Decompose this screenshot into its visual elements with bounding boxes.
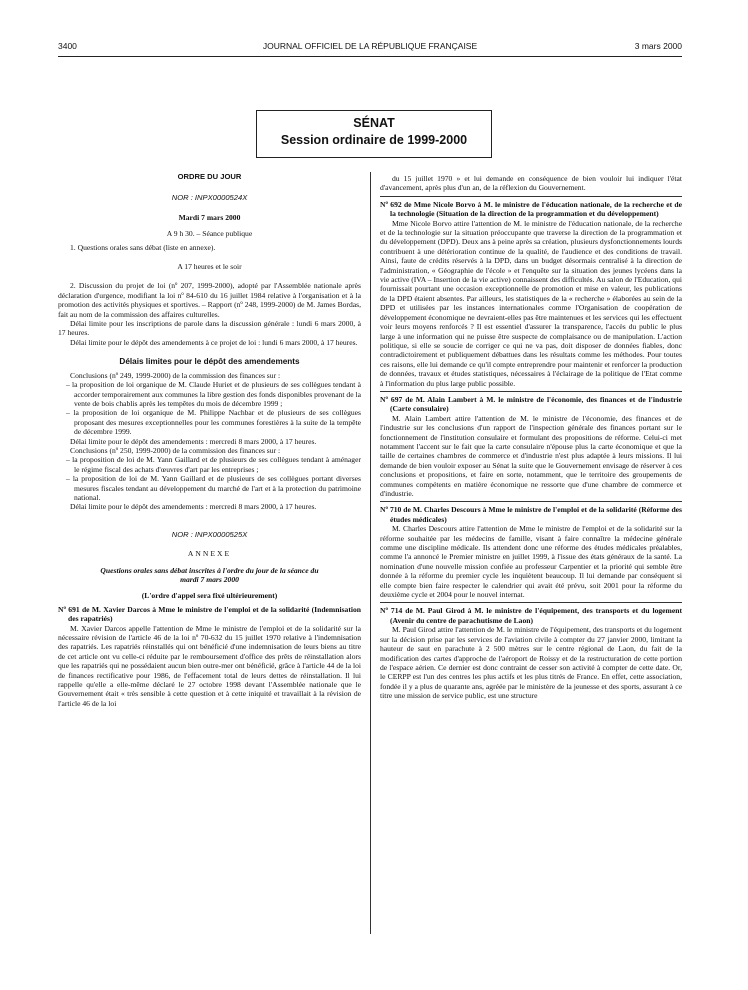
morning-sitting: A 9 h 30. – Séance publique [166,229,253,239]
issue-date: 3 mars 2000 [634,41,682,51]
senat-title-box [256,110,492,158]
proposition-huriet: – la proposition de loi organique de M. Claude Huriet et de plusieurs de ses collègues tendant à accorder temporairement aux communes la libre gestion des fonds disponibles provenant de la vente de bois chablis après les tempêtes du mois de décembre 1999 ; [66,380,361,408]
nor-reference-2: NOR : INPX0000525X [171,529,248,539]
left-column [58,172,361,708]
delais-heading: Délais limites pour le dépôt des amendements [119,357,300,367]
annexe-heading: ANNEXE [187,549,232,559]
question-697-body: M. Alain Lambert attire l'attention de M. le ministre de l'économie, des finances et de l'industrie sur les conclusions d'un rapport de l'inspection générale des finances portant sur le fonctionnement de l'institution consulaire et formulant des propositions de réforme. Celui-ci met notamment l'accent sur le fait que la carte consulaire n'épouse plus la carte économique et que la taille de certaines chambres de commerce et d'industrie n'est plus adaptée à leurs missions. Il lui demande de bien vouloir exposer au Sénat la suite que le Gouvernement envisage de réserver à ces conclusions et propositions, et faire en sorte, notamment, que le territoire des groupements de communes compétents en matière économique ne ressorte que d'une chambre de commerce et d'industrie. [380,413,682,498]
proposition-nachbar: – la proposition de loi organique de M. Philippe Nachbar et de plusieurs de ses collègues proposant des mesures exceptionnelles pour les communes forestières à la suite de la tempête de décembre 1999. [66,408,361,437]
question-691-title: Nº 691 de M. Xavier Darcos à Mme le ministre de l'emploi et de la solidarité (Indemnisation des rapatriés) [58,604,361,624]
question-710-body: M. Charles Descours attire l'attention de Mme le ministre de l'emploi et de la solidarité sur la réforme souhaitée par les médecins de famille, visant à faire connaître la médecine générale comme une discipline médicale. Ils attendent donc une réforme des études médicales préalables, comme l'a annoncé le Premier ministre en juillet 1999, à l'issue des états généraux de la santé. La nomination d'une nouvelle mission confiée au professeur Carpentier et la priorité qui semble être donnée à la réforme du premier cycle les inquiètent beaucoup. Il lui demande par conséquent si elle compte bien faire respecter le calendrier qui avait été prévu, soit 2001 pour la réforme du deuxième cycle et 2004 pour le nouvel internat. [380,524,682,600]
question-691-body: M. Xavier Darcos appelle l'attention de Mme le ministre de l'emploi et de la solidarité sur la nécessaire révision de l'article 46 de la loi nº 70-632 du 15 juillet 1970 relative à l'indemnisation des rapatriés. Les rapatriés réinstallés qui ont bénéficié d'une indemnisation de leurs biens au titre de cet article ont vu celle-ci réduite par le remboursement d'office des prêts de réinstallation alors que les rapatriés qui ne possédaient aucun bien outre-mer ont bénéficié, grâce à l'article 44 de la loi de finances rectificative pour 1986, de l'effacement total de leurs dettes de réinstallation. Il lui rappelle qu'elle a elle-même déclaré le 27 octobre 1998 devant l'Assemblée nationale que le Gouvernement était « très sensible à cette question et à cette iniquité et travaillait à la révision de l'article 46 de la loi [58,623,361,708]
afternoon-sitting: A 17 heures et le soir [177,262,242,272]
proposition-gaillard-1: – la proposition de loi de M. Yann Gaillard et de plusieurs de ses collègues tendant à aménager le régime fiscal des achats d'œuvres d'art par les entreprises ; [66,455,361,474]
question-714-body: M. Paul Girod attire l'attention de M. le ministre de l'équipement, des transports et du logement sur la décision prise par les services de l'aviation civile à compter du 27 janvier 2000, limitant la hauteur de saut en parachute à 2 500 mètres sur le centre régional de Laon, du fait de la modification des cartes d'approche de l'aéroport de Roissy et de la restructuration de cette portion de l'espace aérien. Ce dernier est donc contraint de cesser son activité à compter de cette date. Or, le CERPP est l'un des centres les plus actifs et les plus titrés de France. En effet, cette association, fondée il y a plus de quarante ans, agréée par le ministère de la jeunesse et des sports, assurant à ce titre une mission de service public, est une structure [380,625,682,701]
question-697-title: Nº 697 de M. Alain Lambert à M. le ministre de l'économie, des finances et de l'industrie (Carte consulaire) [380,394,682,414]
senat-title: SÉNAT [353,116,395,130]
item-questions-orales: 1. Questions orales sans débat (liste en annexe). [70,242,216,252]
question-714-title: Nº 714 de M. Paul Girod à M. le ministre de l'équipement, des transports et du logement (Avenir du centre de parachutisme de Laon) [380,606,682,625]
separator [380,196,682,197]
header-rule [58,56,682,57]
session-title: Session ordinaire de 1999-2000 [280,133,468,147]
right-column [380,174,682,701]
question-692-body: Mme Nicole Borvo attire l'attention de M. le ministre de l'éducation nationale, de la recherche et de la technologie sur la situation préoccupante que traverse la direction de la programmation et du développement (DPD). Deux ans à peine après sa création, plusieurs dysfonctionnements lourds contribuent à une détérioration continue de la qualité, de l'audience et des conditions de travail. Ainsi, faute de crédits réservés à la DPD, dans un budget désormais centralisé à la direction de l'administration, « Géographie de l'école » et l'enquête sur la situation des jeunes lycéens dans la vie active (IVA – Insertion de la vie active) connaissent des difficultés. Au salon de l'Education, qui fournissait pourtant une occasion exceptionnelle de promotion et mise en valeur, les publications de la DPD étaient absentes. Par ailleurs, les statistiques de la « recherche » élaborées au sein de la DPD et utilisées par les instances internationales comme l'Organisation de coopération de développement économique ne devraient-elles pas être maintenues et les services qui les effectuent voir leurs moyens renforcés ? Il est essentiel d'assurer la transparence, l'accès du public le plus large à une information qui ne puisse être suspecte de complaisance ou de manipulation. L'action politique, si elle se soucie de corriger ce qui ne va pas, doit disposer de données fiables, donc contradictoirement et publiquement débattues dans les résultats comme les méthodes. Pour toutes ces raisons, elle lui demande ce qu'il compte entreprendre pour maintenir et renforcer la production de données, travaux et études statistiques, nécessaires à l'éclairage de la politique de l'Etat comme à l'information du plus large public possible. [380,218,682,388]
delai-mercredi-2: Délai limite pour le dépôt des amendements : mercredi 8 mars 2000, à 17 heures. [70,502,317,512]
conclusions-249: Conclusions (nº 249, 1999-2000) de la commission des finances sur : [70,370,281,380]
question-691-continued: du 15 juillet 1970 » et lui demande en conséquence de bien vouloir lui indiquer l'état d'avancement, après plus d'un an, de la réflexion du Gouvernement. [380,174,682,193]
column-divider [370,172,371,934]
nor-reference-1: NOR : INPX0000524X [171,193,248,203]
ordre-du-jour-heading: ORDRE DU JOUR [177,172,242,181]
conclusions-250: Conclusions (nº 250, 1999-2000) de la commission des finances sur : [70,445,281,455]
page-number: 3400 [58,41,77,51]
delai-amendements: Délai limite pour le dépôt des amendements à ce projet de loi : lundi 6 mars 2000, à 17 heures. [70,337,358,347]
question-692-title: Nº 692 de Mme Nicole Borvo à M. le ministre de l'éducation nationale, de la recherche et de la technologie (Situation de la direction de la programmation et du développement) [380,199,682,219]
item-projet-de-loi: 2. Discussion du projet de loi (nº 207, 1999-2000), adopté par l'Assemblée nationale après déclaration d'urgence, modifiant la loi nº 84-610 du 16 juillet 1984 relative à l'organisation et à la promotion des activités physiques et sportives. – Rapport (nº 248, 1999-2000) de M. James Bordas, fait au nom de la commission des affaires culturelles. [58,281,361,319]
delai-mercredi-1: Délai limite pour le dépôt des amendements : mercredi 8 mars 2000, à 17 heures. [70,436,317,446]
proposition-gaillard-2: – la proposition de loi de M. Yann Gaillard et de plusieurs de ses collègues portant diverses mesures fiscales tendant au développement du marché de l'art et à la protection du patrimoine national. [66,474,361,502]
delai-inscriptions: Délai limite pour les inscriptions de parole dans la discussion générale : lundi 6 mars 2000, à 17 heures. [58,319,361,338]
separator [380,602,682,603]
ordre-appel-note: (L'ordre d'appel sera fixé ultérieurement) [141,591,278,601]
page-header [58,41,682,55]
separator [380,391,682,392]
question-710-title: Nº 710 de M. Charles Descours à Mme le ministre de l'emploi et de la solidarité (Réforme des études médicales) [380,505,682,524]
journal-title: JOURNAL OFFICIEL DE LA RÉPUBLIQUE FRANÇAISE [262,41,478,51]
annexe-subtitle: Questions orales sans débat inscrites à l'ordre du jour de la séance du mardi 7 mars 2000 [100,565,319,584]
session-date: Mardi 7 mars 2000 [178,212,241,222]
separator [380,501,682,502]
